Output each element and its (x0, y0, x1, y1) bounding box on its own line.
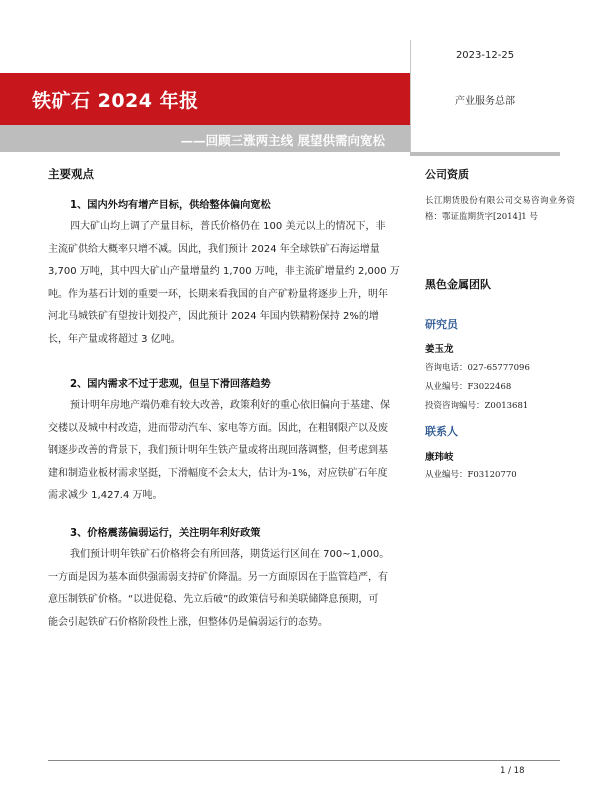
researcher-phone: 咨询电话：027-65777096 (425, 363, 530, 373)
paragraph-line: 主流矿供给大概率只增不减。因此，我们预计 2024 年全球铁矿石海运增量 (48, 243, 380, 255)
point-heading: 1、国内外均有增产目标，供给整体偏向宽松 (70, 200, 271, 211)
point-paragraph (48, 544, 410, 634)
title-banner (0, 73, 410, 125)
paragraph-line: 吨。作为基石计划的重要一环，长期来看我国的自产矿粉量将逐步上升，明年 (48, 288, 388, 300)
point-heading: 3、价格震荡偏弱运行，关注明年利好政策 (70, 528, 261, 539)
paragraph-line: 钢逐步改善的背景下，我们预计明年生铁产量或将出现回落调整，但考虑到基 (48, 445, 388, 456)
paragraph-line: 3,700 万吨，其中四大矿山产量增量约 1,700 万吨，非主流矿增量约 2,000 万 (48, 266, 400, 277)
team-title: 黑色金属团队 (425, 278, 491, 291)
researcher-title: 研究员 (425, 318, 458, 331)
report-subtitle: ——回顾三涨两主线 展望供需向宽松 (180, 133, 385, 148)
paragraph-line: 能会引起铁矿石价格阶段性上涨，但整体仍是偏弱运行的态势。 (48, 616, 328, 628)
paragraph-line: 长，年产量或将超过 3 亿吨。 (48, 333, 181, 345)
paragraph-line: 建和制造业板材需求坚挺，下滑幅度不会太大，估计为-1%，对应铁矿石年度 (48, 467, 388, 479)
paragraph-line: 预计明年房地产端仍难有较大改善，政策利好的重心依旧偏向于基建、保 (70, 400, 390, 411)
page-number: 1 / 18 (500, 766, 525, 776)
point-heading: 2、国内需求不过于悲观，但呈下滑回落趋势 (70, 379, 271, 390)
department-box (410, 73, 560, 125)
point-paragraph (48, 395, 410, 508)
contact-name: 康玮岐 (425, 452, 454, 463)
report-date: 2023-12-25 (455, 50, 515, 61)
contact-title: 联系人 (425, 425, 458, 438)
department-label: 产业服务总部 (455, 96, 515, 107)
researcher-consult-number: 投资咨询编号：Z0013681 (425, 401, 529, 411)
section-title: 主要观点 (48, 167, 94, 181)
sidebar-top-bar (410, 152, 560, 156)
paragraph-line: 四大矿山均上调了产量目标，普氏价格仍在 100 美元以上的情况下，非 (70, 221, 386, 232)
paragraph-line: 交楼以及城中村改造，进而带动汽车、家电等方面。因此，在粗钢限产以及废 (48, 422, 388, 434)
paragraph-line: 一方面是因为基本面供强需弱支持矿价降温。另一方面原因在于监管趋严，有 (48, 571, 388, 583)
researcher-practice-number: 从业编号：F3022468 (425, 382, 512, 392)
point-paragraph (48, 216, 410, 351)
report-title: 铁矿石 2024 年报 (32, 90, 199, 112)
paragraph-line: 河北马城铁矿有望按计划投产，因此预计 2024 年国内铁精粉保持 2%的增 (48, 311, 379, 322)
contact-practice-number: 从业编号：F03120770 (425, 470, 517, 480)
paragraph-line: 意压制铁矿价格。“以进促稳、先立后破”的政策信号和美联储降息预期，可 (48, 594, 379, 605)
qualification-title: 公司资质 (425, 168, 469, 181)
paragraph-line: 我们预计明年铁矿石价格将会有所回落，期货运行区间在 700~1,000。 (70, 549, 390, 560)
footer-divider (48, 760, 560, 761)
subtitle-banner (0, 125, 410, 152)
paragraph-line: 需求减少 1,427.4 万吨。 (48, 490, 163, 501)
qualification-text: 长江期货股份有限公司交易咨询业务资格：鄂证监期货字[2014]1 号 (425, 196, 575, 222)
researcher-name: 姜玉龙 (425, 344, 454, 355)
